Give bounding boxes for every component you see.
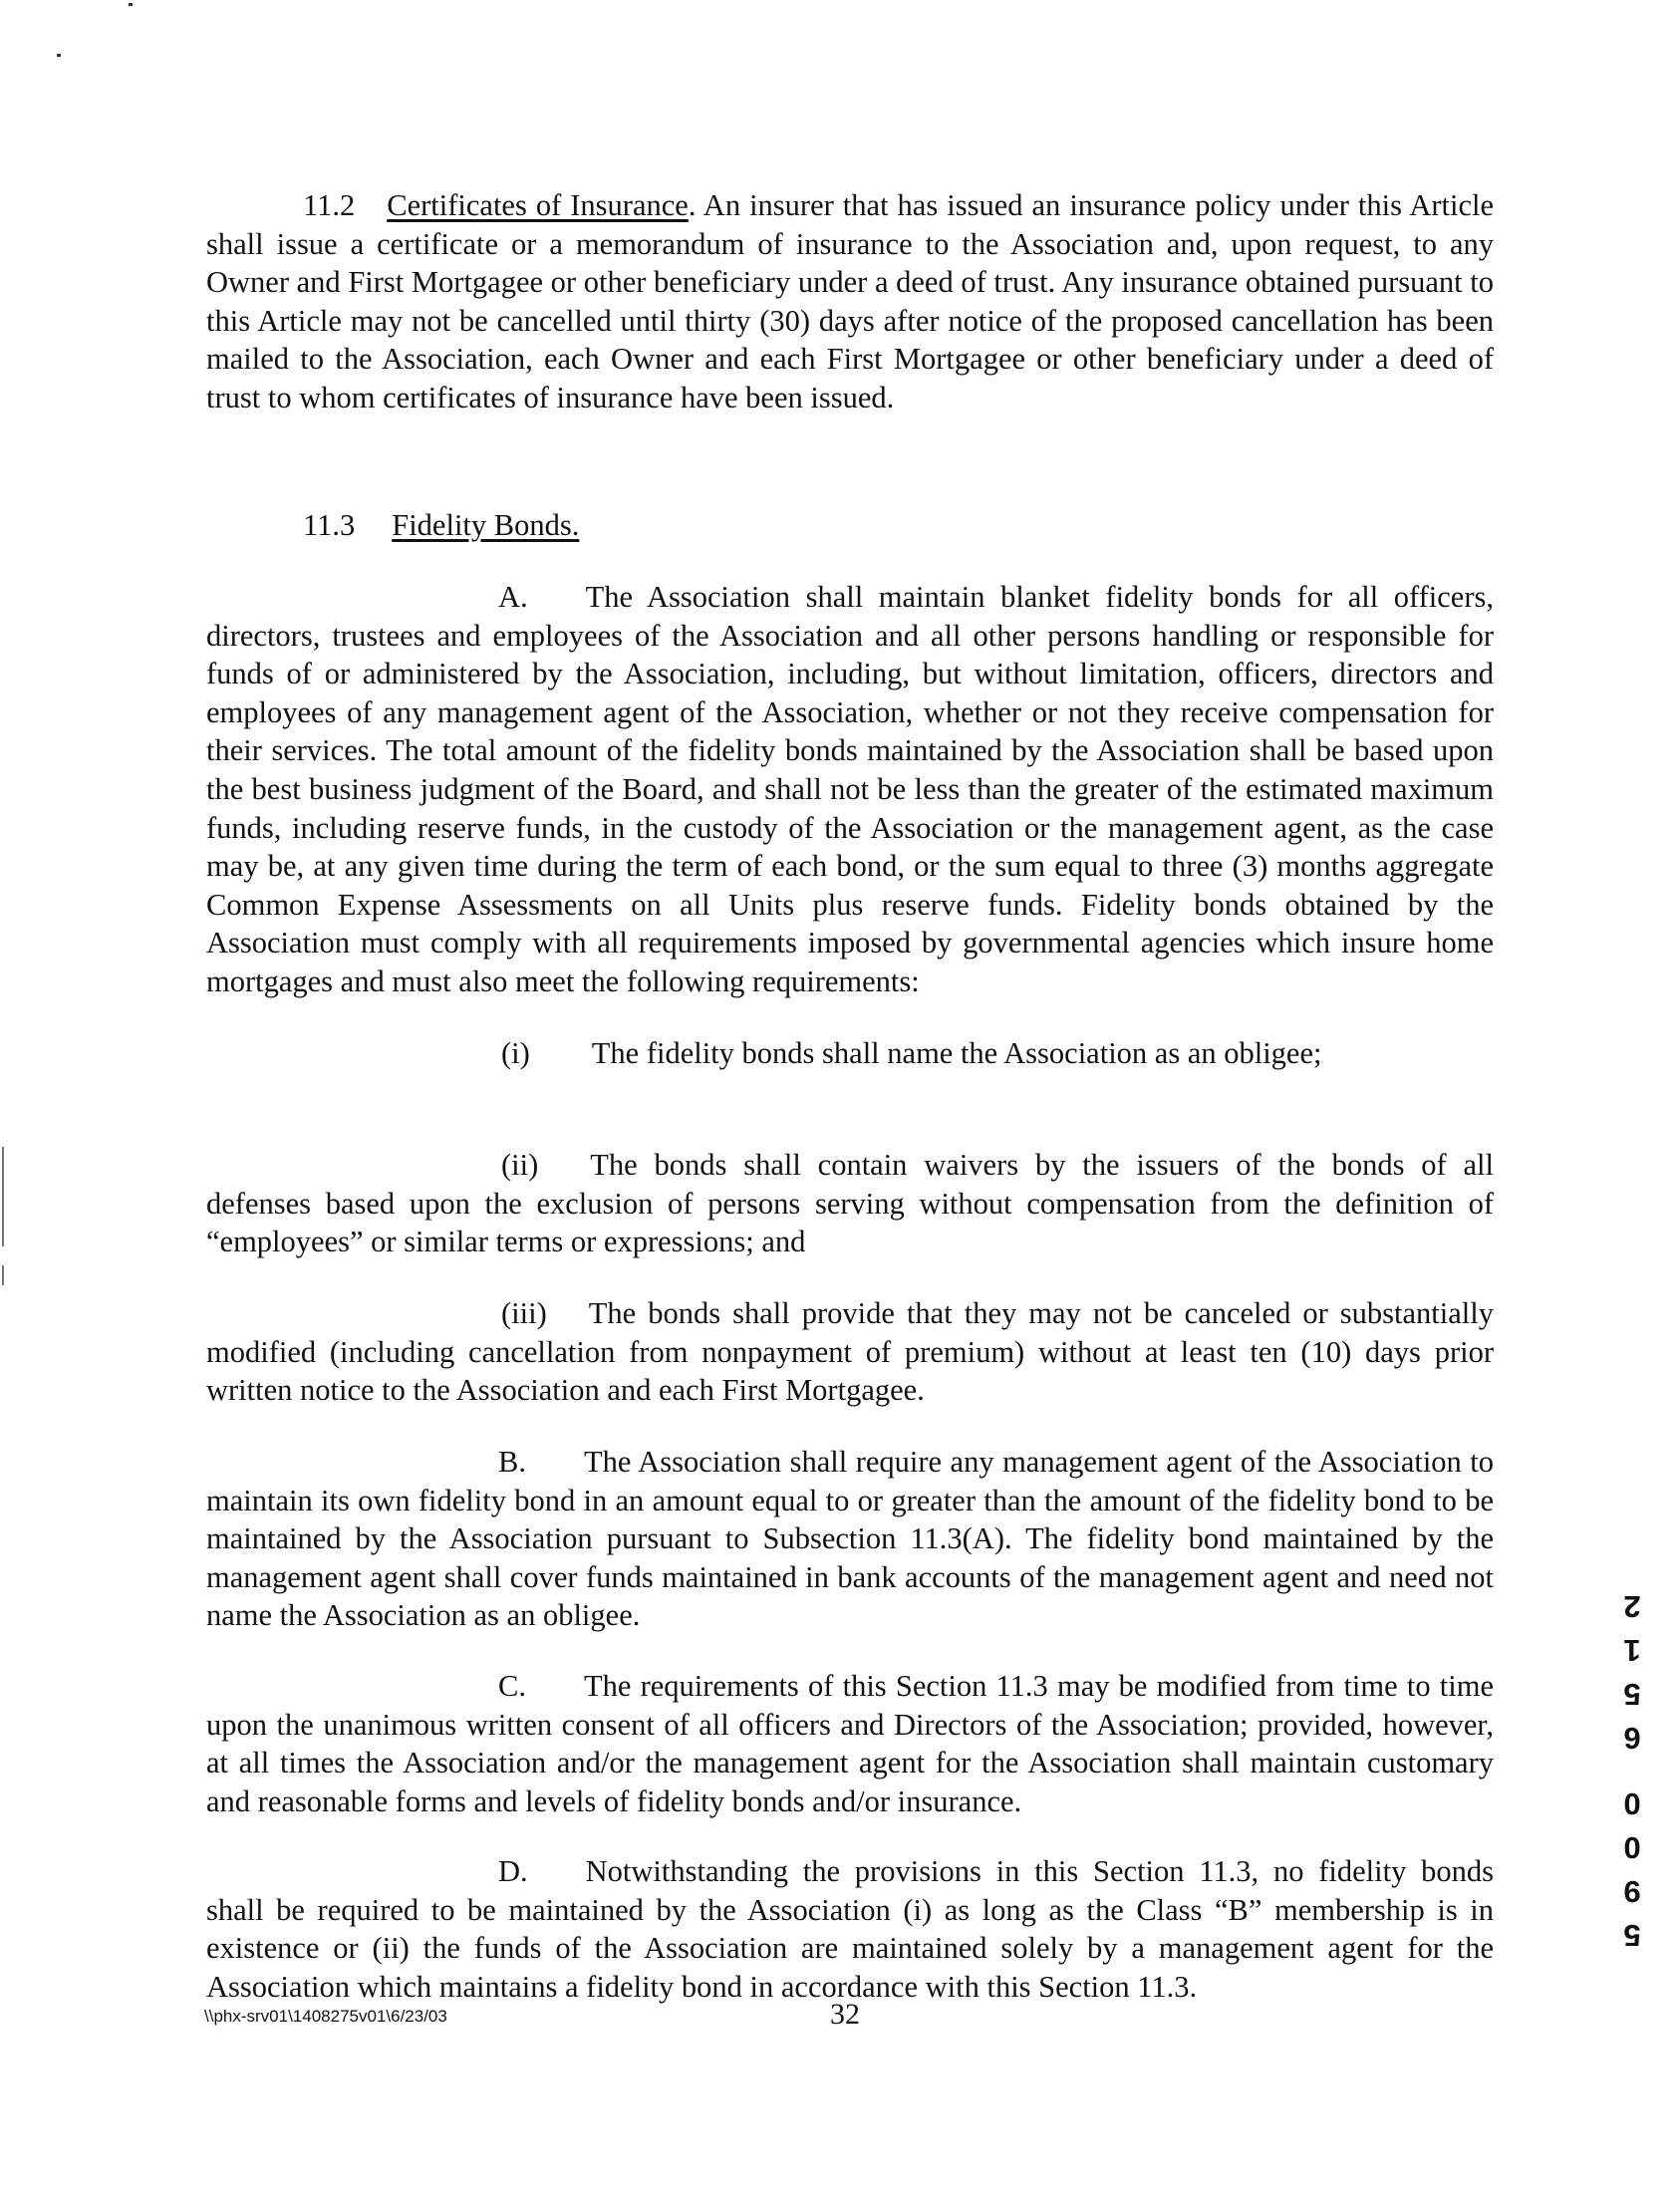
item-iii: [206, 1294, 1494, 1410]
page-number: 32: [830, 1998, 860, 2031]
paragraph-label: A.: [498, 580, 528, 614]
item-text: The bonds shall contain waivers by the issuers of the bonds of all defenses based upon the exclusion of persons serving without compensation from the definition of “employees” or similar terms or expressions; and: [206, 1148, 1494, 1259]
stamp-digit: 1: [1623, 1633, 1641, 1668]
stamp-digit: 2: [1623, 1589, 1641, 1624]
paragraph-b: [206, 1443, 1494, 1635]
paragraph-text: The requirements of this Section 11.3 may be modified from time to time upon the unanimous written consent of all officers and Directors of the Association; provided, however, at all times the Association and/or the management agent for the Association shall maintain customary and reasonable forms and levels of fidelity bonds and/or insurance.: [206, 1669, 1494, 1818]
section-title: Certificates of Insurance: [387, 188, 689, 222]
stamp-digit: 9: [1623, 1874, 1641, 1909]
paragraph-label: B.: [498, 1445, 526, 1479]
stamp-digit: 0: [1623, 1830, 1641, 1865]
section-body-text: . An insurer that has issued an insurance policy under this Article shall issue a certificate or a memorandum of insurance to the Association and, upon request, to any Owner and First Mortgagee or other beneficiary under a deed of trust. Any insurance obtained pursuant to this Article may not be cancelled until thirty (30) days after notice of the proposed cancellation has been mailed to the Association, each Owner and each First Mortgagee or other beneficiary under a deed of trust to whom certificates of insurance have been issued.: [206, 188, 1494, 414]
section-11-3-heading: [303, 506, 579, 545]
stamp-digit: 6: [1623, 1721, 1641, 1756]
stamp-digit: 0: [1623, 1786, 1641, 1821]
section-number: 11.3: [303, 508, 356, 542]
scan-speck: [2, 1147, 4, 1246]
section-title: Fidelity Bonds.: [392, 508, 580, 542]
item-label: (iii): [501, 1296, 547, 1330]
paragraph-text: The Association shall maintain blanket fidelity bonds for all officers, directors, trustees and employees of the Association and all other persons handling or responsible for funds of or administered by the Association, including, but without limitation, officers, directors and employees of any management agent of the Association, whether or not they receive compensation for their services. The total amount of the fidelity bonds maintained by the Association shall be based upon the best business judgment of the Board, and shall not be less than the greater of the estimated maximum funds, including reserve funds, in the custody of the Association or the management agent, as the case may be, at any given time during the term of each bond, or the sum equal to three (3) months aggregate Common Expense Assessments on all Units plus reserve funds. Fidelity bonds obtained by the Association must comply with all requirements imposed by governmental agencies which insure home mortgages and must also meet the following requirements:: [206, 580, 1494, 998]
stamp-digit: 5: [1623, 1677, 1641, 1712]
stamp-digit: 5: [1623, 1918, 1641, 1953]
recording-number-stamp: [1612, 1584, 1652, 1957]
paragraph-d: [206, 1852, 1494, 2006]
item-label: (i): [501, 1036, 530, 1070]
item-label: (ii): [501, 1148, 539, 1182]
item-i: [501, 1034, 1321, 1073]
scan-speck: [57, 54, 61, 57]
paragraph-c: [206, 1667, 1494, 1820]
paragraph-label: D.: [498, 1854, 528, 1888]
item-text: The fidelity bonds shall name the Association as an obligee;: [591, 1036, 1322, 1070]
paragraph-label: C.: [498, 1669, 526, 1703]
footer-file-id: \\phx-srv01\1408275v01\6/23/03: [204, 2007, 447, 2026]
paragraph-a: [206, 578, 1494, 1001]
paragraph-text: Notwithstanding the provisions in this Section 11.3, no fidelity bonds shall be required to be maintained by the Association (i) as long as the Class “B” membership is in existence or (ii) the funds of the Association are maintained solely by a management agent for the Association which maintains a fidelity bond in accordance with this Section 11.3.: [206, 1854, 1494, 2004]
section-11-2-paragraph: [206, 186, 1494, 417]
item-ii: [206, 1146, 1494, 1261]
section-number: 11.2: [303, 188, 356, 222]
scan-speck: [129, 3, 133, 6]
paragraph-text: The Association shall require any management agent of the Association to maintain its own fidelity bond in an amount equal to or greater than the amount of the fidelity bond to be maintained by the Association pursuant to Subsection 11.3(A). The fidelity bond maintained by the management agent shall cover funds maintained in bank accounts of the management agent and need not name the Association as an obligee.: [206, 1445, 1494, 1633]
scan-speck: [2, 1265, 4, 1285]
item-text: The bonds shall provide that they may not be canceled or substantially modified (including cancellation from nonpayment of premium) without at least ten (10) days prior written notice to the Association and each First Mortgagee.: [206, 1296, 1494, 1408]
